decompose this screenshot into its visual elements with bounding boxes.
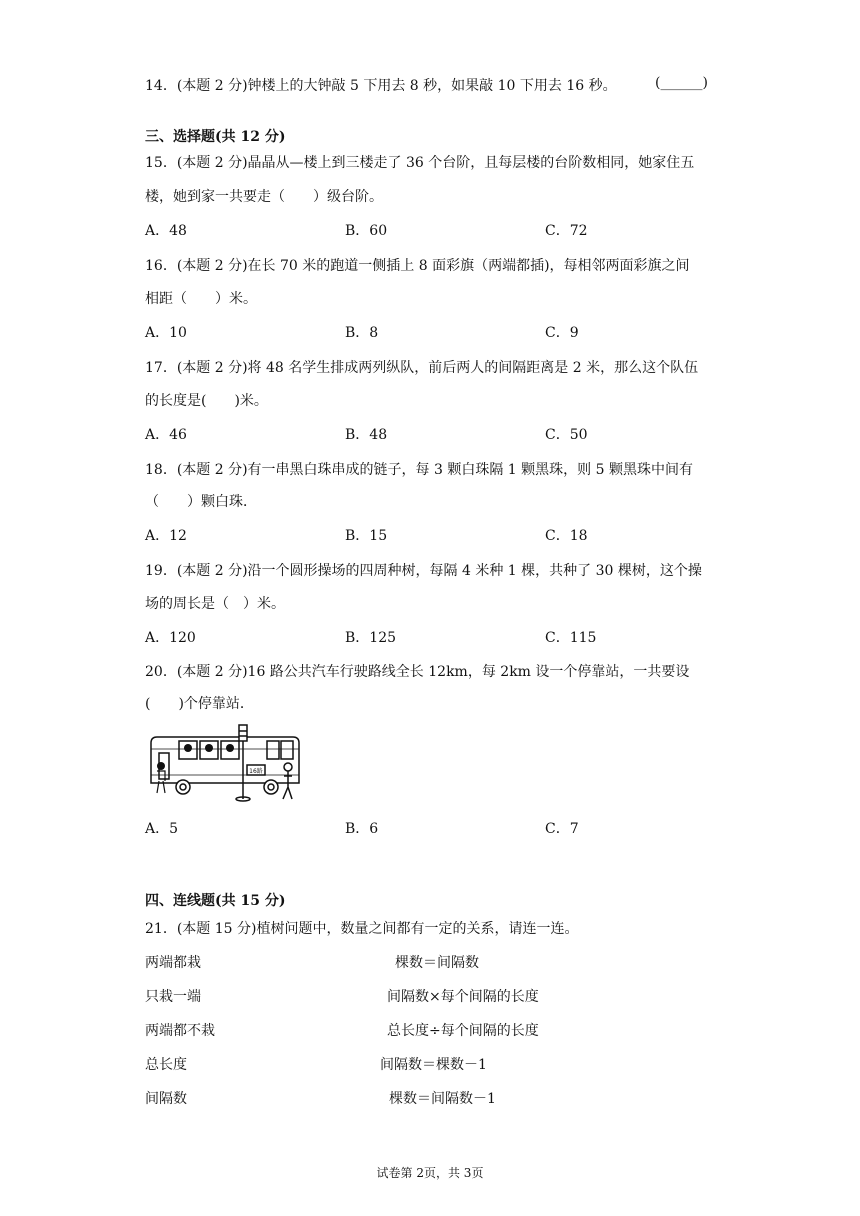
option-c: C．9 xyxy=(545,325,579,341)
question-21-text: 21．(本题 15 分)植树问题中，数量之间都有一定的关系，请连一连。 xyxy=(145,921,579,937)
option-a: A．5 xyxy=(145,821,179,837)
option-c: C．72 xyxy=(545,223,588,239)
page-footer: 试卷第 2页，共 3页 xyxy=(376,1166,484,1180)
question-19-line-1: 19．(本题 2 分)沿一个圆形操场的四周种树，每隔 4 米种 1 棵，共种了 30 棵树，这个操 xyxy=(145,563,702,579)
question-15-line-2: 楼，她到家一共要走（ ）级台阶。 xyxy=(145,189,383,205)
answer-blank: (______) xyxy=(655,75,708,91)
question-14-text: 14．(本题 2 分)钟楼上的大钟敲 5 下用去 8 秒，如果敲 10 下用去 16 秒。 xyxy=(145,78,617,94)
right-item[interactable]: 棵数＝间隔数－1 xyxy=(389,1091,496,1107)
bus-stop-illustration xyxy=(143,721,308,803)
option-c: C．115 xyxy=(545,630,597,646)
right-item[interactable]: 棵数＝间隔数 xyxy=(395,955,479,971)
question-19-line-2: 场的周长是（ ）米。 xyxy=(145,596,285,612)
question-16-line-2: 相距（ ）米。 xyxy=(145,291,257,307)
option-c: C．50 xyxy=(545,427,588,443)
bus-sign-label: 16路 xyxy=(249,768,263,775)
option-c: C．7 xyxy=(545,821,579,837)
option-b: B．6 xyxy=(345,821,379,837)
right-item[interactable]: 间隔数×每个间隔的长度 xyxy=(387,989,539,1005)
option-b: B．48 xyxy=(345,427,388,443)
option-a: A．48 xyxy=(145,223,187,239)
section-4-heading: 四、连线题(共 15 分) xyxy=(145,893,286,909)
question-20-line-1: 20．(本题 2 分)16 路公共汽车行驶路线全长 12km，每 2km 设一个停靠站，一共要设 xyxy=(145,664,690,680)
question-15-line-1: 15．(本题 2 分)晶晶从—楼上到三楼走了 36 个台阶，且每层楼的台阶数相同，她家住五 xyxy=(145,155,695,171)
section-3-heading: 三、选择题(共 12 分) xyxy=(145,129,286,145)
left-item[interactable]: 总长度 xyxy=(145,1057,187,1073)
question-17-line-1: 17．(本题 2 分)将 48 名学生排成两列纵队，前后两人的间隔距离是 2 米，那么这个队伍 xyxy=(145,360,699,376)
option-b: B．15 xyxy=(345,528,388,544)
question-20-line-2: ( )个停靠站． xyxy=(145,696,254,712)
left-item[interactable]: 两端都栽 xyxy=(145,955,201,971)
option-b: B．8 xyxy=(345,325,379,341)
question-16-line-1: 16．(本题 2 分)在长 70 米的跑道一侧插上 8 面彩旗（两端都插)，每相邻两面彩旗之间 xyxy=(145,258,690,274)
option-b: B．125 xyxy=(345,630,397,646)
left-item[interactable]: 只栽一端 xyxy=(145,989,201,1005)
question-18-line-1: 18．(本题 2 分)有一串黑白珠串成的链子，每 3 颗白珠隔 1 颗黑珠，则 5 颗黑珠中间有 xyxy=(145,462,693,478)
left-item[interactable]: 间隔数 xyxy=(145,1091,187,1107)
question-17-line-2: 的长度是( )米。 xyxy=(145,393,268,409)
option-a: A．120 xyxy=(145,630,196,646)
option-a: A．12 xyxy=(145,528,187,544)
right-item[interactable]: 间隔数＝棵数－1 xyxy=(380,1057,487,1073)
right-item[interactable]: 总长度÷每个间隔的长度 xyxy=(387,1023,539,1039)
question-18-line-2: （ ）颗白珠． xyxy=(145,494,257,510)
left-item[interactable]: 两端都不栽 xyxy=(145,1023,215,1039)
option-a: A．46 xyxy=(145,427,187,443)
option-a: A．10 xyxy=(145,325,187,341)
option-b: B．60 xyxy=(345,223,388,239)
option-c: C．18 xyxy=(545,528,588,544)
